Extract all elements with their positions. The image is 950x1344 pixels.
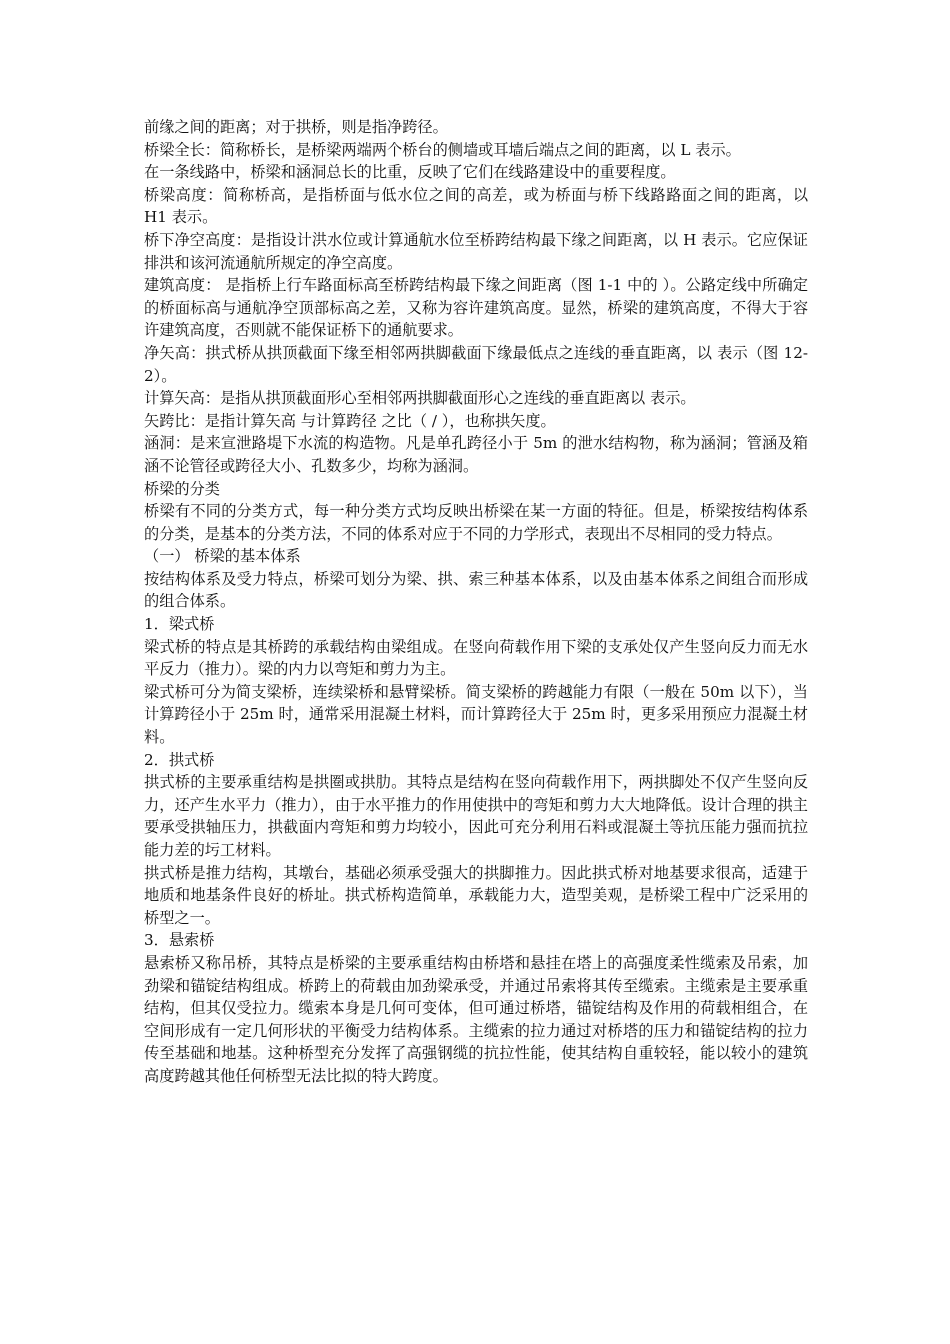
paragraph: 桥梁全长：简称桥长，是桥梁两端两个桥台的侧墙或耳墙后端点之间的距离，以 L 表示。	[144, 140, 741, 159]
paragraph: 在一条线路中，桥梁和涵洞总长的比重，反映了它们在线路建设中的重要程度。	[144, 163, 676, 182]
paragraph: 净矢高：拱式桥从拱顶截面下缘至相邻两拱脚截面下缘最低点之连线的垂直距离，以 表示（图 12-2）。	[144, 343, 808, 385]
document-page	[144, 116, 808, 1088]
paragraph: 桥下净空高度：是指设计洪水位或计算通航水位至桥跨结构最下缘之间距离，以 H 表示。它应保证排洪和该河流通航所规定的净空高度。	[144, 230, 808, 272]
section-heading: 2．拱式桥	[144, 750, 215, 769]
paragraph: 矢跨比：是指计算矢高 与计算跨径 之比（ / ），也称拱矢度。	[144, 411, 556, 430]
paragraph: 计算矢高：是指从拱顶截面形心至相邻两拱脚截面形心之连线的垂直距离以 表示。	[144, 389, 696, 408]
paragraph: 梁式桥的特点是其桥跨的承载结构由梁组成。在竖向荷载作用下梁的支承处仅产生竖向反力而无水平反力（推力）。梁的内力以弯矩和剪力为主。	[144, 637, 808, 679]
paragraph: 桥梁有不同的分类方式，每一种分类方式均反映出桥梁在某一方面的特征。但是，桥梁按结构体系的分类，是基本的分类方法，不同的体系对应于不同的力学形式，表现出不尽相同的受力特点。	[144, 502, 808, 543]
paragraph: 梁式桥可分为简支梁桥，连续梁桥和悬臂梁桥。简支梁桥的跨越能力有限（一般在 50m 以下），当计算跨径小于 25m 时，通常采用混凝土材料，而计算跨径大于 25m 时，更多采用预应力混凝土材料。	[144, 682, 808, 747]
paragraph: 建筑高度： 是指桥上行车路面标高至桥跨结构最下缘之间距离（图 1-1 中的 ）。公路定线中所确定的桥面标高与通航净空顶部标高之差，又称为容许建筑高度。显然，桥梁的建筑高度，不得大于容许建筑高度，否则就不能保证桥下的通航要求。	[144, 276, 808, 340]
paragraph: 按结构体系及受力特点，桥梁可划分为梁、拱、索三种基本体系，以及由基本体系之间组合而形成的组合体系。	[144, 569, 808, 611]
section-heading: 1．梁式桥	[144, 615, 215, 634]
paragraph: 桥梁高度：简称桥高，是指桥面与低水位之间的高差，或为桥面与桥下线路路面之间的距离，以 H1 表示。	[144, 185, 808, 227]
section-heading: 桥梁的分类	[144, 479, 220, 498]
paragraph: 悬索桥又称吊桥，其特点是桥梁的主要承重结构由桥塔和悬挂在塔上的高强度柔性缆索及吊索，加劲梁和锚锭结构组成。桥跨上的荷载由加劲梁承受，并通过吊索将其传至缆索。主缆索是主要承重结构，但其仅受拉力。缆索本身是几何可变体，但可通过桥塔，锚锭结构及作用的荷载相组合，在空间形成有一定几何形状的平衡受力结构体系。主缆索的拉力通过对桥塔的压力和锚锭结构的拉力传至基础和地基。这种桥型充分发挥了高强钢缆的抗拉性能，使其结构自重较轻，能以较小的建筑高度跨越其他任何桥型无法比拟的特大跨度。	[144, 953, 808, 1085]
paragraph: 涵洞：是来宣泄路堤下水流的构造物。凡是单孔跨径小于 5m 的泄水结构物，称为涵洞；管涵及箱涵不论管径或跨径大小、孔数多少，均称为涵洞。	[144, 434, 808, 475]
paragraph: 拱式桥是推力结构，其墩台，基础必须承受强大的拱脚推力。因此拱式桥对地基要求很高，适建于地质和地基条件良好的桥址。拱式桥构造简单，承载能力大，造型美观，是桥梁工程中广泛采用的桥型之一。	[144, 863, 808, 927]
paragraph: 拱式桥的主要承重结构是拱圈或拱肋。其特点是结构在竖向荷载作用下，两拱脚处不仅产生竖向反力，还产生水平力（推力），由于水平推力的作用使拱中的弯矩和剪力大大地降低。设计合理的拱主要承受拱轴压力，拱截面内弯矩和剪力均较小，因此可充分利用石料或混凝土等抗压能力强而抗拉能力差的圬工材料。	[144, 773, 808, 859]
paragraph: 前缘之间的距离；对于拱桥，则是指净跨径。	[144, 118, 448, 136]
section-heading: 3．悬索桥	[144, 931, 215, 950]
section-heading: （一） 桥梁的基本体系	[144, 547, 301, 566]
